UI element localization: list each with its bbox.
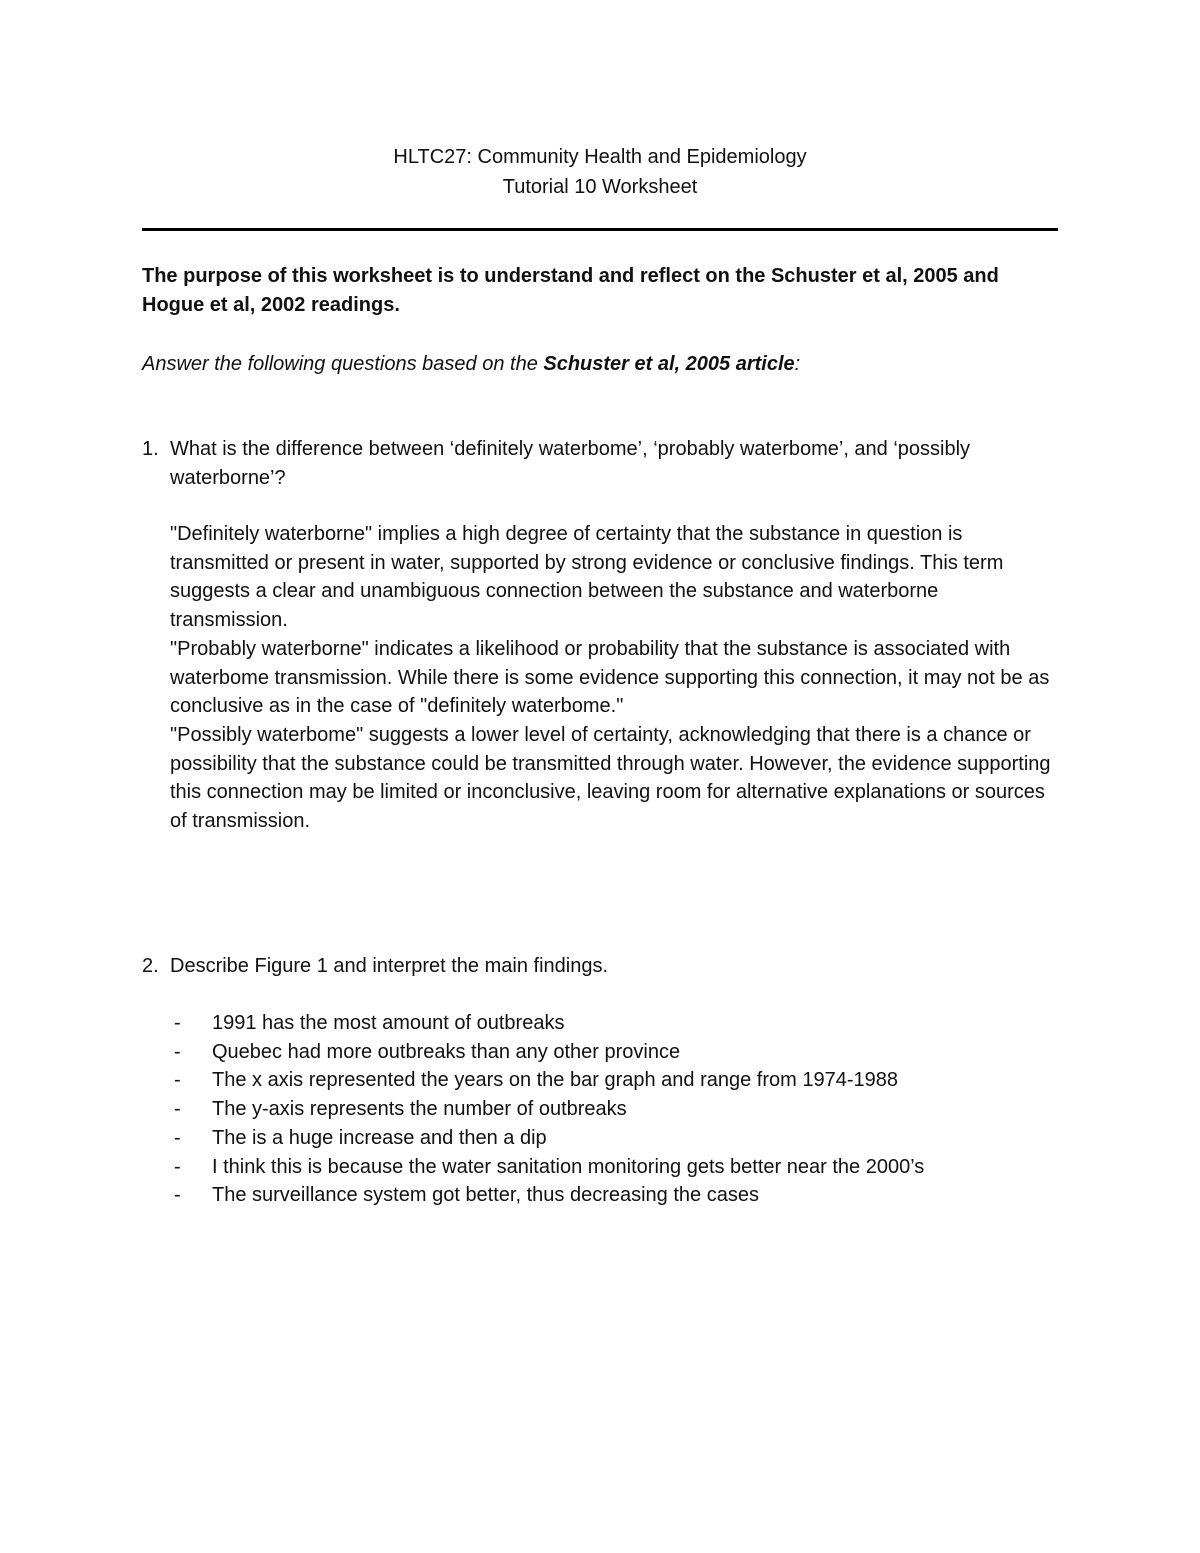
question-number: 2. <box>142 955 159 977</box>
answer-2-bullet-list <box>174 1009 1054 1210</box>
list-item <box>174 1153 1054 1182</box>
bullet-dash: - <box>174 1098 181 1121</box>
question-text: What is the difference between ‘definitely waterbome’, ‘probably waterbome’, and ‘possibly waterborne’? <box>170 438 971 489</box>
list-item <box>174 1038 1054 1067</box>
bullet-text: The x axis represented the years on the bar graph and range from 1974-1988 <box>212 1069 898 1092</box>
list-item <box>174 1181 1054 1210</box>
bullet-dash: - <box>174 1184 181 1207</box>
instruction-line <box>142 350 1058 379</box>
bullet-dash: - <box>174 1069 181 1092</box>
list-item <box>174 1095 1054 1124</box>
instruction-suffix: : <box>794 353 801 375</box>
bullet-text: The y-axis represents the number of outbreaks <box>212 1098 627 1121</box>
answer-1 <box>170 520 1060 836</box>
bullet-text: The surveillance system got better, thus decreasing the cases <box>212 1184 759 1207</box>
bullet-text: Quebec had more outbreaks than any other province <box>212 1040 681 1063</box>
worksheet-title: Tutorial 10 Worksheet <box>502 176 698 198</box>
answer-paragraph-probably: "Probably waterborne" indicates a likelihood or probability that the substance is associated with waterbome transmission. While there is some evidence supporting this connection, it may not be as conclusive as in the case of "definitely waterbome." <box>170 637 1050 718</box>
question-number: 1. <box>142 438 159 460</box>
question-1 <box>142 435 1058 493</box>
answer-paragraph-possibly: "Possibly waterbome" suggests a lower level of certainty, acknowledging that there is a chance or possibility that the substance could be transmitted through water. However, the evidence supporting this connection may be limited or inconclusive, leaving room for alternative explanations or sources of transmission. <box>170 723 1051 833</box>
document-header <box>0 142 1200 202</box>
bullet-dash: - <box>174 1012 181 1034</box>
list-item <box>174 1124 1054 1153</box>
bullet-dash: - <box>174 1155 181 1178</box>
list-item <box>174 1009 1054 1038</box>
bullet-dash: - <box>174 1126 181 1149</box>
instruction-emphasis: Schuster et al, 2005 article <box>543 353 795 375</box>
header-divider <box>142 228 1058 231</box>
question-2 <box>142 952 1058 981</box>
purpose-statement: The purpose of this worksheet is to understand and reflect on the Schuster et al, 2005 and Hogue et al, 2002 readings. <box>142 265 999 316</box>
question-text: Describe Figure 1 and interpret the main findings. <box>170 955 609 977</box>
answer-paragraph-definitely: "Definitely waterborne" implies a high degree of certainty that the substance in question is transmitted or present in water, supported by strong evidence or conclusive findings. This term suggests a clear and unambiguous connection between the substance and waterborne transmission. <box>170 523 1004 632</box>
bullet-text: I think this is because the water sanitation monitoring gets better near the 2000’s <box>212 1155 925 1178</box>
bullet-text: The is a huge increase and then a dip <box>212 1126 547 1149</box>
bullet-text: 1991 has the most amount of outbreaks <box>212 1012 565 1034</box>
instruction-prefix: Answer the following questions based on the <box>142 353 544 375</box>
bullet-dash: - <box>174 1040 181 1063</box>
course-title: HLTC27: Community Health and Epidemiology <box>393 146 807 168</box>
list-item <box>174 1066 1054 1095</box>
